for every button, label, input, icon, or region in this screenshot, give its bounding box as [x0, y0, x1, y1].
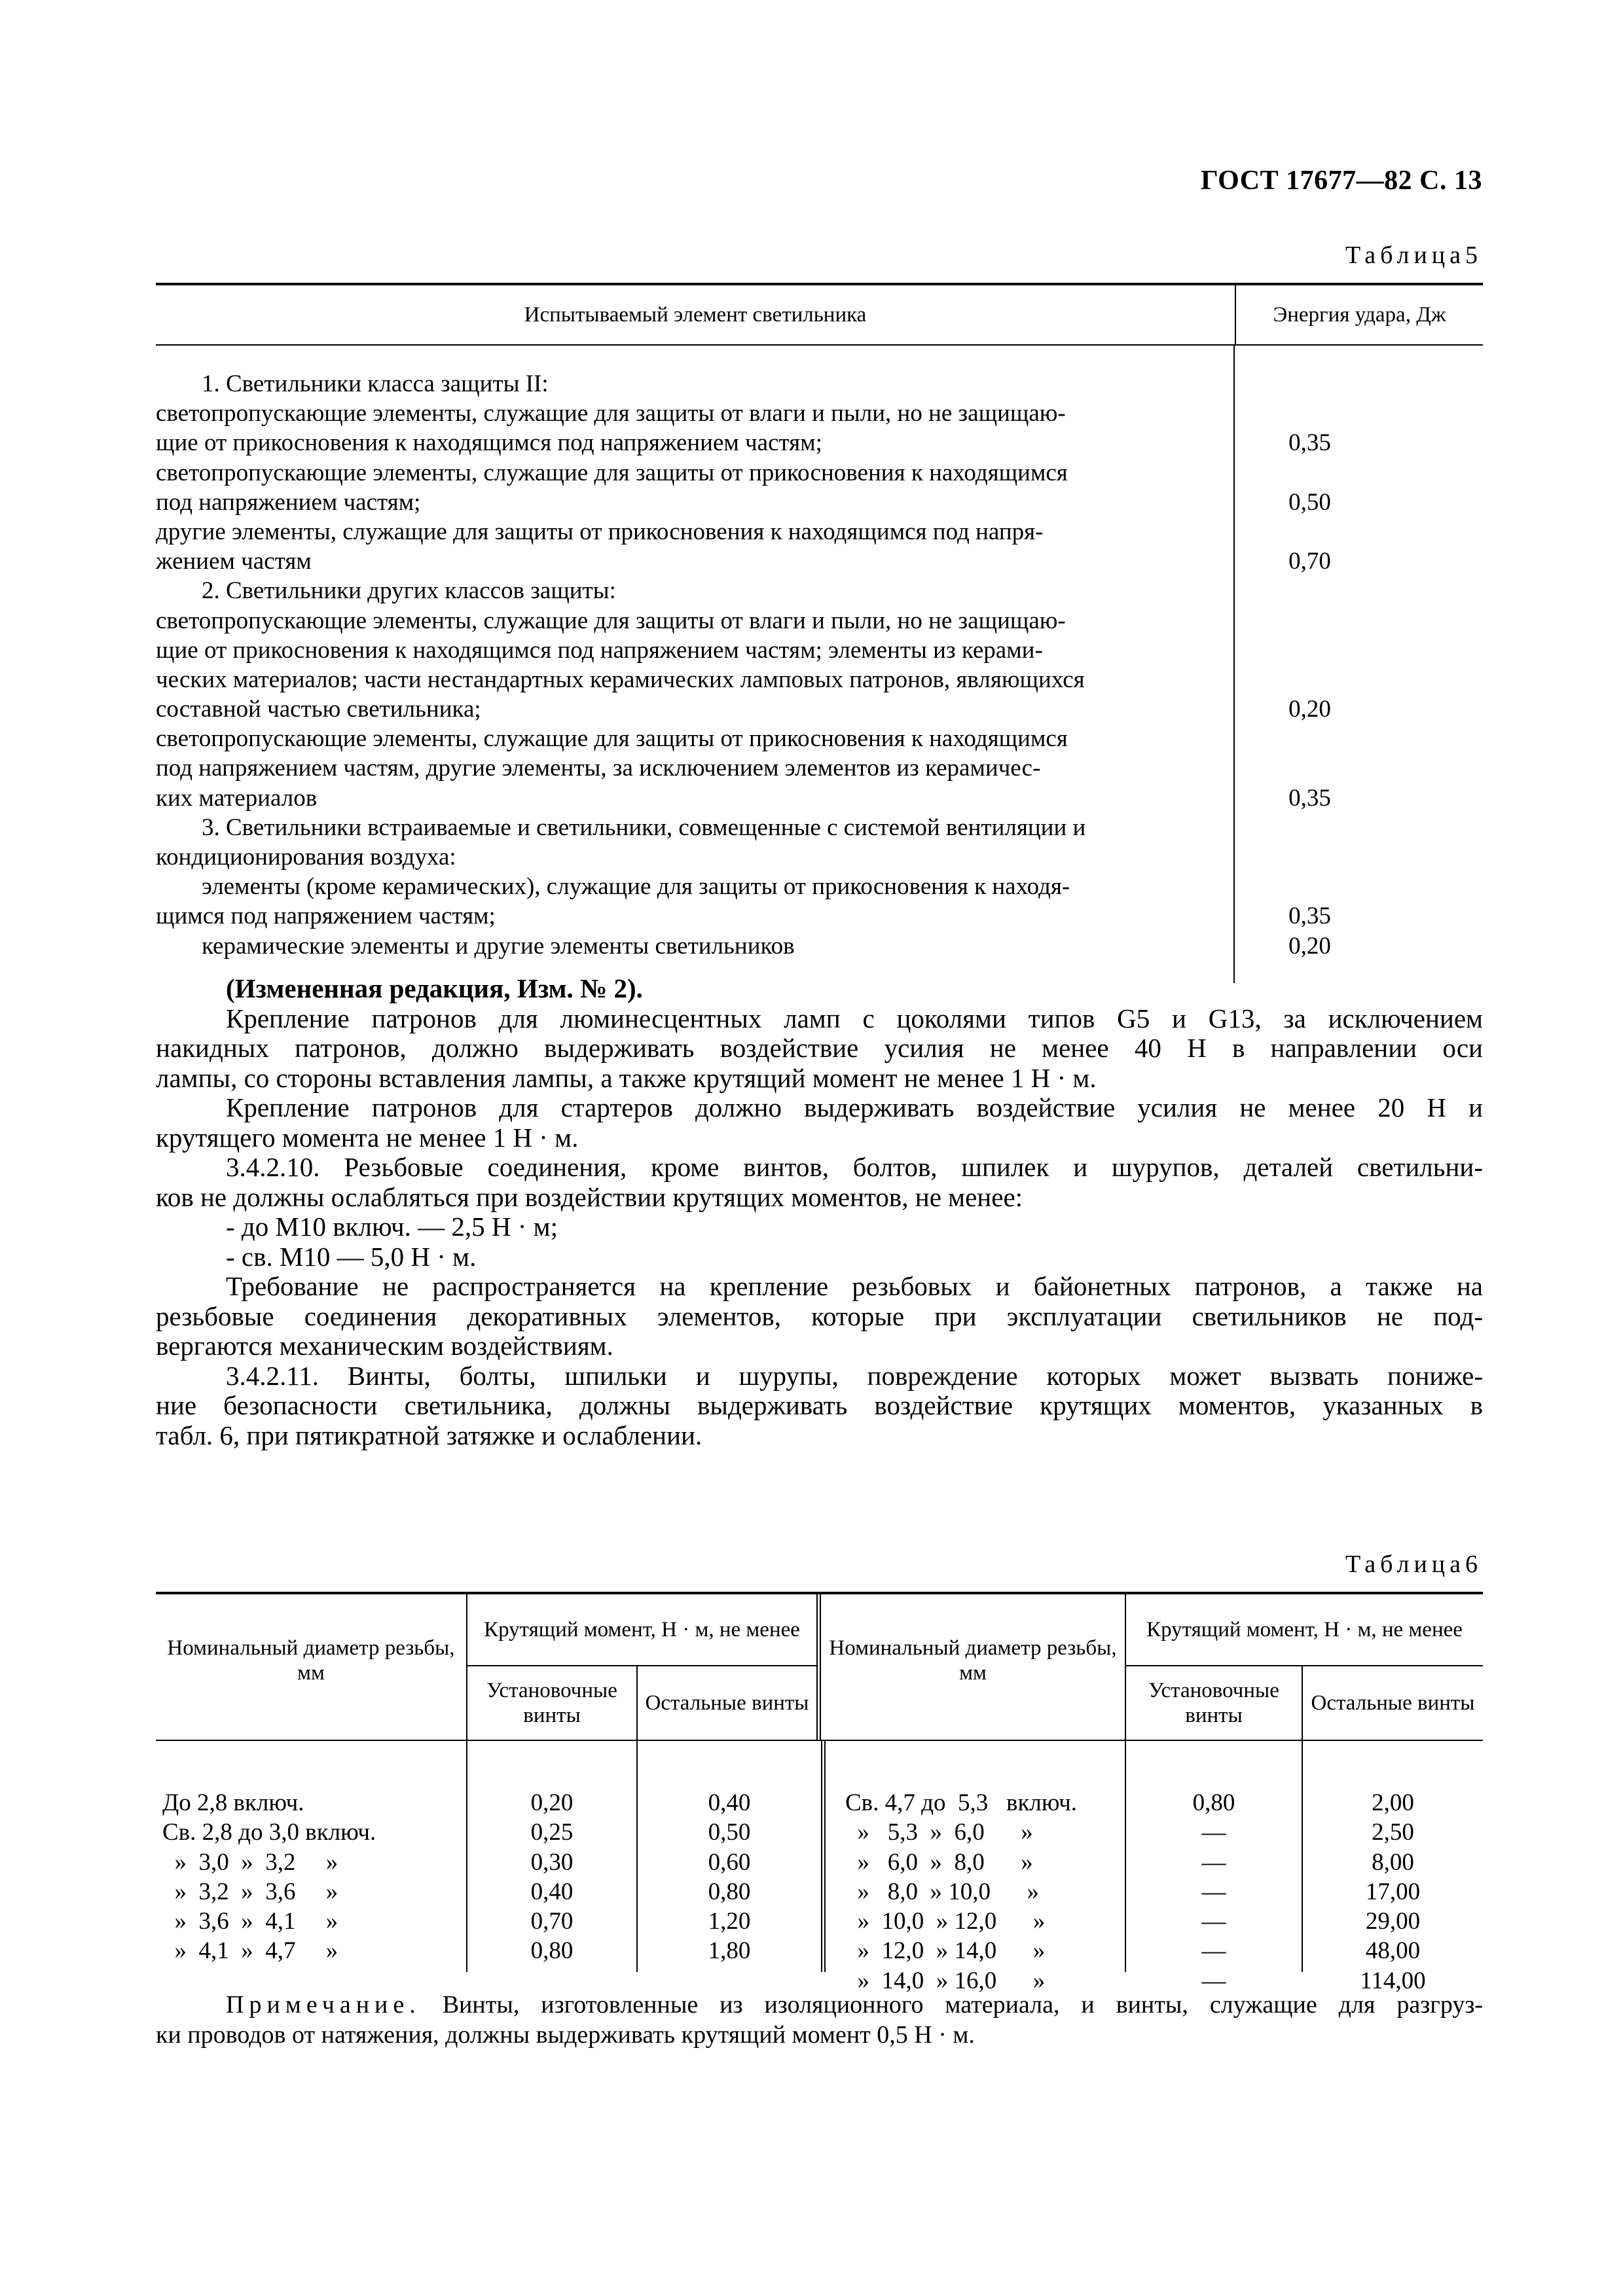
- table6-h-torque-label: Крутящий момент, Н · м, не менее: [1126, 1594, 1483, 1666]
- table6-cell: 0,20: [530, 1789, 574, 1816]
- table5-value-column: [1235, 346, 1483, 983]
- table5-energy-value: [1235, 665, 1483, 694]
- table6-cell: » 3,2 » 3,6 »: [162, 1878, 338, 1905]
- table6-cell: 8,00: [1372, 1848, 1414, 1876]
- table5-energy-value: 0,20: [1288, 696, 1331, 723]
- table6-h-torque-label: Крутящий момент, Н · м, не менее: [467, 1594, 816, 1666]
- paragraph-line: Крепление патронов для стартеров должно выдерживать воздействие усилия не менее 20 Н и: [226, 1092, 1483, 1122]
- page-header: ГОСТ 17677—82 С. 13: [1200, 166, 1482, 196]
- table6-cell: 0,40: [708, 1789, 751, 1816]
- table6-cell: —: [1201, 1848, 1226, 1876]
- table6-cell: 2,00: [1372, 1789, 1414, 1816]
- table6-cell: Св. 2,8 до 3,0 включ.: [162, 1819, 376, 1846]
- table6-cell: 0,80: [1192, 1789, 1235, 1816]
- table5-text-line: щие от прикосновения к находящимся под напряжением частям; элементы из керами-: [156, 636, 1043, 664]
- note-line-2: ки проводов от натяжения, должны выдерживать крутящий момент 0,5 Н · м.: [156, 2021, 975, 2049]
- table5-energy-value: 0,35: [1288, 784, 1331, 812]
- table6-cell: » 3,6 » 4,1 »: [162, 1908, 338, 1935]
- table5: [156, 283, 1483, 983]
- table6-cell: 29,00: [1365, 1908, 1421, 1935]
- table6-h-set-right: Установочные винты: [1126, 1666, 1303, 1740]
- paragraph-line: ков не должны ослабляться при воздействии крутящих моментов, не менее:: [156, 1181, 1023, 1212]
- table6-h-other-right: Остальные винты: [1311, 1691, 1475, 1715]
- table5-energy-value: [1235, 724, 1483, 753]
- table5-text-line: щимся под напряжением частям;: [156, 903, 496, 930]
- table5-text-line: кондиционирования воздуха:: [156, 844, 456, 870]
- table6-h-set-left: Установочные винты: [467, 1666, 638, 1740]
- table6: [156, 1592, 1483, 1994]
- paragraph-line: табл. 6, при пятикратной затяжке и ослаблении.: [156, 1420, 702, 1450]
- table5-text-line: 1. Светильники класса защиты II:: [202, 370, 549, 397]
- table6-cell: 0,40: [530, 1878, 574, 1905]
- table6-caption: Таблица6: [1345, 1551, 1482, 1578]
- table6-cell: » 5,3 » 6,0 »: [845, 1819, 1033, 1846]
- table6-cell: —: [1201, 1908, 1226, 1935]
- table5-header: [156, 285, 1483, 346]
- table6-h-diam-right: Номинальный диаметр резьбы, мм: [821, 1594, 1126, 1740]
- list-item-m10: - до М10 включ. — 2,5 Н · м;: [226, 1211, 558, 1242]
- table6-left-set-col: [467, 1741, 638, 1972]
- table6-cell: » 3,0 » 3,2 »: [162, 1848, 338, 1876]
- table6-cell: —: [1201, 1967, 1226, 1994]
- paragraph-line: накидных патронов, должно выдерживать воздействие усилия не менее 40 Н в направлении оси: [156, 1033, 1483, 1063]
- table5-text-line: составной частью светильника;: [156, 696, 481, 723]
- table6-cell: 0,80: [530, 1937, 574, 1965]
- table5-energy-value: [1235, 369, 1483, 399]
- table5-energy-value: 0,20: [1288, 932, 1331, 960]
- table5-text-line: другие элементы, служащие для защиты от прикосновения к находящимся под напря-: [156, 518, 1044, 545]
- table5-energy-value: [1235, 753, 1483, 783]
- note-label: Примечание.: [226, 1991, 421, 2018]
- table6-cell: —: [1201, 1819, 1226, 1846]
- table5-body: [156, 346, 1483, 983]
- table6-cell: 0,50: [708, 1819, 751, 1846]
- table5-text-line: ческих материалов; части нестандартных керамических ламповых патронов, являющихся: [156, 666, 1085, 693]
- table6-cell: 48,00: [1365, 1937, 1421, 1965]
- table6-cell: » 12,0 » 14,0 »: [845, 1937, 1046, 1965]
- table6-cell: 2,50: [1372, 1819, 1414, 1846]
- table5-energy-value: [1235, 842, 1483, 872]
- table5-energy-value: 0,35: [1288, 903, 1331, 930]
- table5-energy-value: [1235, 576, 1483, 605]
- table5-energy-value: [1235, 636, 1483, 665]
- table6-cell: До 2,8 включ.: [162, 1789, 304, 1816]
- table5-energy-value: [1235, 606, 1483, 636]
- table6-cell: » 6,0 » 8,0 »: [845, 1848, 1033, 1876]
- table5-text-line: керамические элементы и другие элементы светильников: [202, 932, 795, 960]
- table5-caption: Таблица5: [1345, 242, 1482, 269]
- paragraph-3: [156, 1153, 1483, 1212]
- table5-text-line: 2. Светильники других классов защиты:: [202, 577, 616, 605]
- table6-cell: » 4,1 » 4,7 »: [162, 1937, 338, 1965]
- table6-h-diam-left: Номинальный диаметр резьбы, мм: [156, 1594, 467, 1740]
- table5-text-line: жением частям: [156, 548, 312, 575]
- table5-text-line: 3. Светильники встраиваемые и светильники, совмещенные с системой вентиляции и: [202, 814, 1086, 841]
- table5-energy-value: 0,70: [1288, 548, 1331, 575]
- table6-cell: 0,70: [530, 1908, 574, 1935]
- paragraph-line: Крепление патронов для люминесцентных ламп с цоколями типов G5 и G13, за исключением: [226, 1003, 1483, 1033]
- table6-cell: » 10,0 » 12,0 »: [845, 1908, 1046, 1935]
- table6-cell: » 8,0 » 10,0 »: [845, 1878, 1039, 1905]
- table5-energy-value: 0,50: [1288, 488, 1331, 516]
- table5-energy-value: [1235, 813, 1483, 842]
- table5-text-line: щие от прикосновения к находящимся под напряжением частям;: [156, 429, 822, 457]
- table5-text-line: светопропускающие элементы, служащие для защиты от влаги и пыли, но не защищаю-: [156, 607, 1066, 634]
- table6-cell: 1,80: [708, 1937, 751, 1965]
- table6-cell: 0,60: [708, 1848, 751, 1876]
- table6-cell: 114,00: [1360, 1967, 1426, 1994]
- table5-energy-value: [1235, 458, 1483, 488]
- table6-note: [156, 1990, 1483, 2050]
- table6-body: [156, 1741, 1483, 1994]
- table6-cell: » 14,0 » 16,0 »: [845, 1967, 1046, 1994]
- paragraph-1: [156, 1004, 1483, 1094]
- table6-cell: 1,20: [708, 1908, 751, 1935]
- paragraph-7: [156, 1361, 1483, 1451]
- table6-cell: 0,30: [530, 1848, 574, 1876]
- table6-h-other-left: Остальные винты: [645, 1691, 809, 1715]
- table5-energy-value: [1235, 517, 1483, 547]
- table6-cell: —: [1201, 1937, 1226, 1965]
- paragraph-6: [156, 1272, 1483, 1361]
- table6-cell: 17,00: [1365, 1878, 1421, 1905]
- paragraph-line: резьбовые соединения декоративных элементов, которые при эксплуатации светильников не под-: [156, 1300, 1483, 1331]
- table5-energy-value: [1235, 872, 1483, 901]
- table5-text-line: элементы (кроме керамических), служащие для защиты от прикосновения к находя-: [202, 873, 1070, 901]
- table6-left-diam-col: [156, 1741, 467, 1972]
- table6-right-diam-col: [821, 1741, 1126, 1994]
- table5-text-line: светопропускающие элементы, служащие для защиты от прикосновения к находящимся: [156, 459, 1068, 486]
- table6-right-other-col: [1303, 1741, 1483, 1994]
- table5-text-line: светопропускающие элементы, служащие для защиты от влаги и пыли, но не защищаю-: [156, 400, 1066, 427]
- table5-energy-value: [1235, 399, 1483, 428]
- table6-cell: 0,80: [708, 1878, 751, 1905]
- note-line-1: Винты, изготовленные из изоляционного материала, и винты, служащие для разгруз-: [442, 1991, 1484, 2018]
- paragraph-line: Требование не распространяется на крепление резьбовых и байонетных патронов, а также на: [226, 1271, 1483, 1301]
- table5-energy-value: 0,35: [1288, 429, 1331, 457]
- table5-text-line: светопропускающие элементы, служащие для защиты от прикосновения к находящимся: [156, 725, 1068, 753]
- paragraph-line: ние безопасности светильника, должны выдерживать воздействие крутящих моментов, указанных в: [156, 1390, 1483, 1420]
- table6-cell: Св. 4,7 до 5,3 включ.: [845, 1789, 1077, 1816]
- paragraph-line: лампы, со стороны вставления лампы, а также крутящий момент не менее 1 Н · м.: [156, 1062, 1097, 1093]
- table5-col-energy: Энергия удара, Дж: [1273, 302, 1446, 327]
- table6-cell: 0,25: [530, 1819, 574, 1846]
- table6-cell: —: [1201, 1878, 1226, 1905]
- table5-text-line: ких материалов: [156, 784, 318, 812]
- body-text: [156, 974, 1483, 1450]
- table6-header: [156, 1594, 1483, 1741]
- list-item-over-m10: - св. М10 — 5,0 Н · м.: [226, 1241, 477, 1272]
- paragraph-line: вергаются механическим воздействиям.: [156, 1331, 613, 1361]
- table6-left-other-col: [638, 1741, 821, 1972]
- table5-text-column: [156, 346, 1235, 983]
- table5-text-line: под напряжением частям, другие элементы, за исключением элементов из керамичес-: [156, 755, 1041, 782]
- amendment-note: (Измененная редакция, Изм. № 2).: [226, 973, 643, 1003]
- table6-right-set-col: [1126, 1741, 1303, 1994]
- paragraph-line: крутящего момента не менее 1 Н · м.: [156, 1122, 579, 1153]
- table6-h-torque-left: [467, 1594, 821, 1740]
- paragraph-line: 3.4.2.11. Винты, болты, шпильки и шурупы, повреждение которых может вызвать пониже-: [226, 1360, 1483, 1391]
- table5-col-element: Испытываемый элемент светильника: [156, 285, 1236, 344]
- paragraph-line: 3.4.2.10. Резьбовые соединения, кроме винтов, болтов, шпилек и шурупов, деталей светильни-: [226, 1152, 1483, 1182]
- table5-text-line: под напряжением частям;: [156, 488, 421, 516]
- table6-h-torque-right: [1126, 1594, 1483, 1740]
- paragraph-2: [156, 1093, 1483, 1153]
